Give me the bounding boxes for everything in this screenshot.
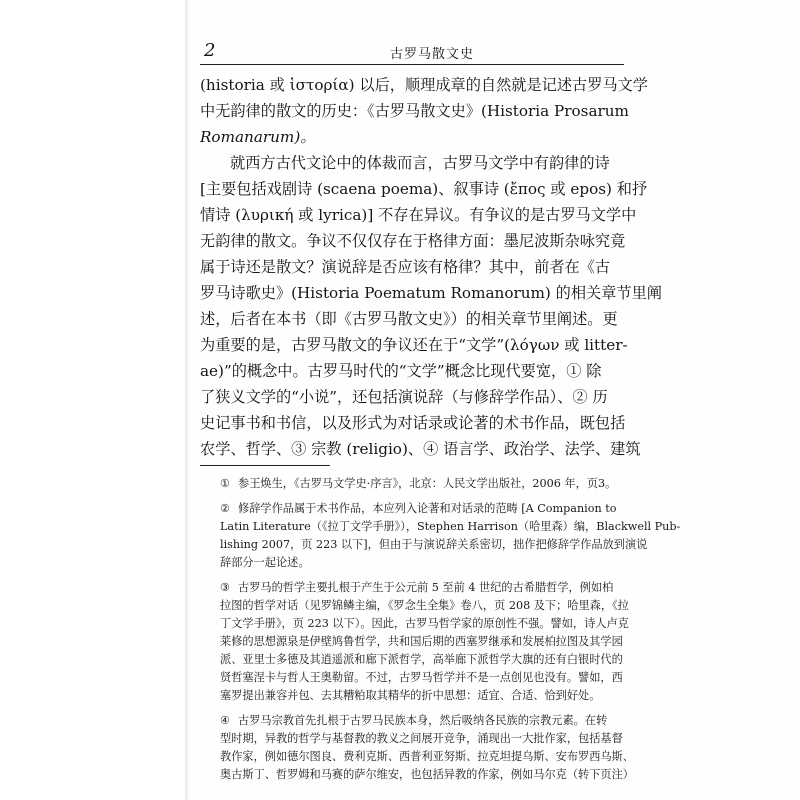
footnote-number: ④ <box>220 714 231 727</box>
page-number: 2 <box>204 40 216 61</box>
footnote-line: 塞罗提出兼容并包、去其糟粕取其精华的折中思想：适宜、合适、恰到好处。 <box>220 689 601 702</box>
footnote-rule <box>200 465 330 466</box>
footnote-number: ① <box>220 477 231 490</box>
running-title: 古罗马散文史 <box>390 47 475 62</box>
footnote-line: 丁文学手册》，页 223 以下）。因此，古罗马哲学家的原创性不强。譬如，诗人卢克 <box>220 617 629 630</box>
body-line: 为重要的是，古罗马散文的争议还在于“文学”(λόγων 或 litter- <box>200 336 628 354</box>
footnote-line: ③ 古罗马的哲学主要扎根于产生于公元前 5 至前 4 世纪的古希腊哲学，例如柏 <box>220 579 624 597</box>
body-line: [主要包括戏剧诗 (scaena poema)、叙事诗 (ἔπος 或 epos) 和抒 <box>200 180 648 198</box>
footnote-line: 莱修的思想源泉是伊壁鸠鲁哲学，共和国后期的西塞罗继承和发展柏拉图及其学园 <box>220 635 623 648</box>
footnote-line: 奥古斯丁、哲罗姆和马赛的萨尔维安，也包括异教的作家，例如马尔克（转下页注） <box>220 768 634 781</box>
body-line: 农学、哲学、③ 宗教 (religio)、④ 语言学、政治学、法学、建筑 <box>200 440 641 458</box>
footnote-line: ② 修辞学作品属于术书作品，本应列入论著和对话录的范畴 [A Companion to <box>220 500 624 518</box>
footnote-line: 辞部分一起论述。 <box>220 556 310 569</box>
footnote-line: 教作家，例如德尔图良、费利克斯、西普利亚努斯、拉克坦提乌斯、安布罗西乌斯、 <box>220 750 634 763</box>
header-rule <box>200 64 624 65</box>
body-line: 罗马诗歌史》(Historia Poematum Romanorum) 的相关章节里阐 <box>200 284 662 302</box>
page-header <box>200 40 620 60</box>
body-line: Romanarum)。 <box>200 128 316 146</box>
footnote-line: 派、亚里士多德及其逍遥派和廊下派哲学，高举廊下派哲学大旗的还有白银时代的 <box>220 653 623 666</box>
body-line: 了狭义文学的“小说”，还包括演说辞（与修辞学作品）、② 历 <box>200 388 608 406</box>
footnote-line: lishing 2007，页 223 以下]，但由于与演说辞关系密切，拙作把修辞学作品放到演说 <box>220 538 648 551</box>
footnote-line: 拉图的哲学对话（见罗锦鳞主编，《罗念生全集》卷八，页 208 及下；哈里森，《拉 <box>220 599 629 612</box>
body-text <box>200 72 662 462</box>
body-line: 属于诗还是散文？演说辞是否应该有格律？其中，前者在《古 <box>200 258 611 276</box>
footnote-line: 型时期，异教的哲学与基督教的教义之间展开竞争，涌现出一大批作家，包括基督 <box>220 732 623 745</box>
body-line: 无韵律的散文。争议不仅仅存在于格律方面：墨尼波斯杂咏究竟 <box>200 232 626 250</box>
page-gutter <box>186 0 189 800</box>
body-line: 中无韵律的散文的历史：《古罗马散文史》(Historia Prosarum <box>200 102 629 120</box>
body-line: 述，后者在本书（即《古罗马散文史》）的相关章节里阐述。更 <box>200 310 618 328</box>
footnote-line: Latin Literature（《拉丁文学手册》），Stephen Harrison（哈里森）编，Blackwell Pub- <box>220 520 681 533</box>
footnote-line: 贤哲塞涅卡与哲人王奥勒留。不过，古罗马哲学并不是一点创见也没有。譬如，西 <box>220 671 623 684</box>
body-line: ae)”的概念中。古罗马时代的“文学”概念比现代要宽，① 除 <box>200 362 602 380</box>
body-line: 史记事书和书信，以及形式为对话录或论著的术书作品，既包括 <box>200 414 626 432</box>
footnotes <box>220 475 681 784</box>
body-line: 情诗 (λυρική 或 lyrica)] 不存在异议。有争议的是古罗马文学中 <box>200 206 637 224</box>
footnote-line: ① 参王焕生，《古罗马文学史·序言》，北京：人民文学出版社，2006 年，页3。 <box>220 475 624 493</box>
body-line: 就西方古代文论中的体裁而言，古罗马文学中有韵律的诗 <box>230 154 610 172</box>
footnote-number: ② <box>220 502 231 515</box>
footnote-line: ④ 古罗马宗教首先扎根于古罗马民族本身，然后吸纳各民族的宗教元素。在转 <box>220 712 624 730</box>
footnote-number: ③ <box>220 581 231 594</box>
body-line: (historia 或 ἱστορία) 以后，顺理成章的自然就是记述古罗马文学 <box>200 76 648 94</box>
